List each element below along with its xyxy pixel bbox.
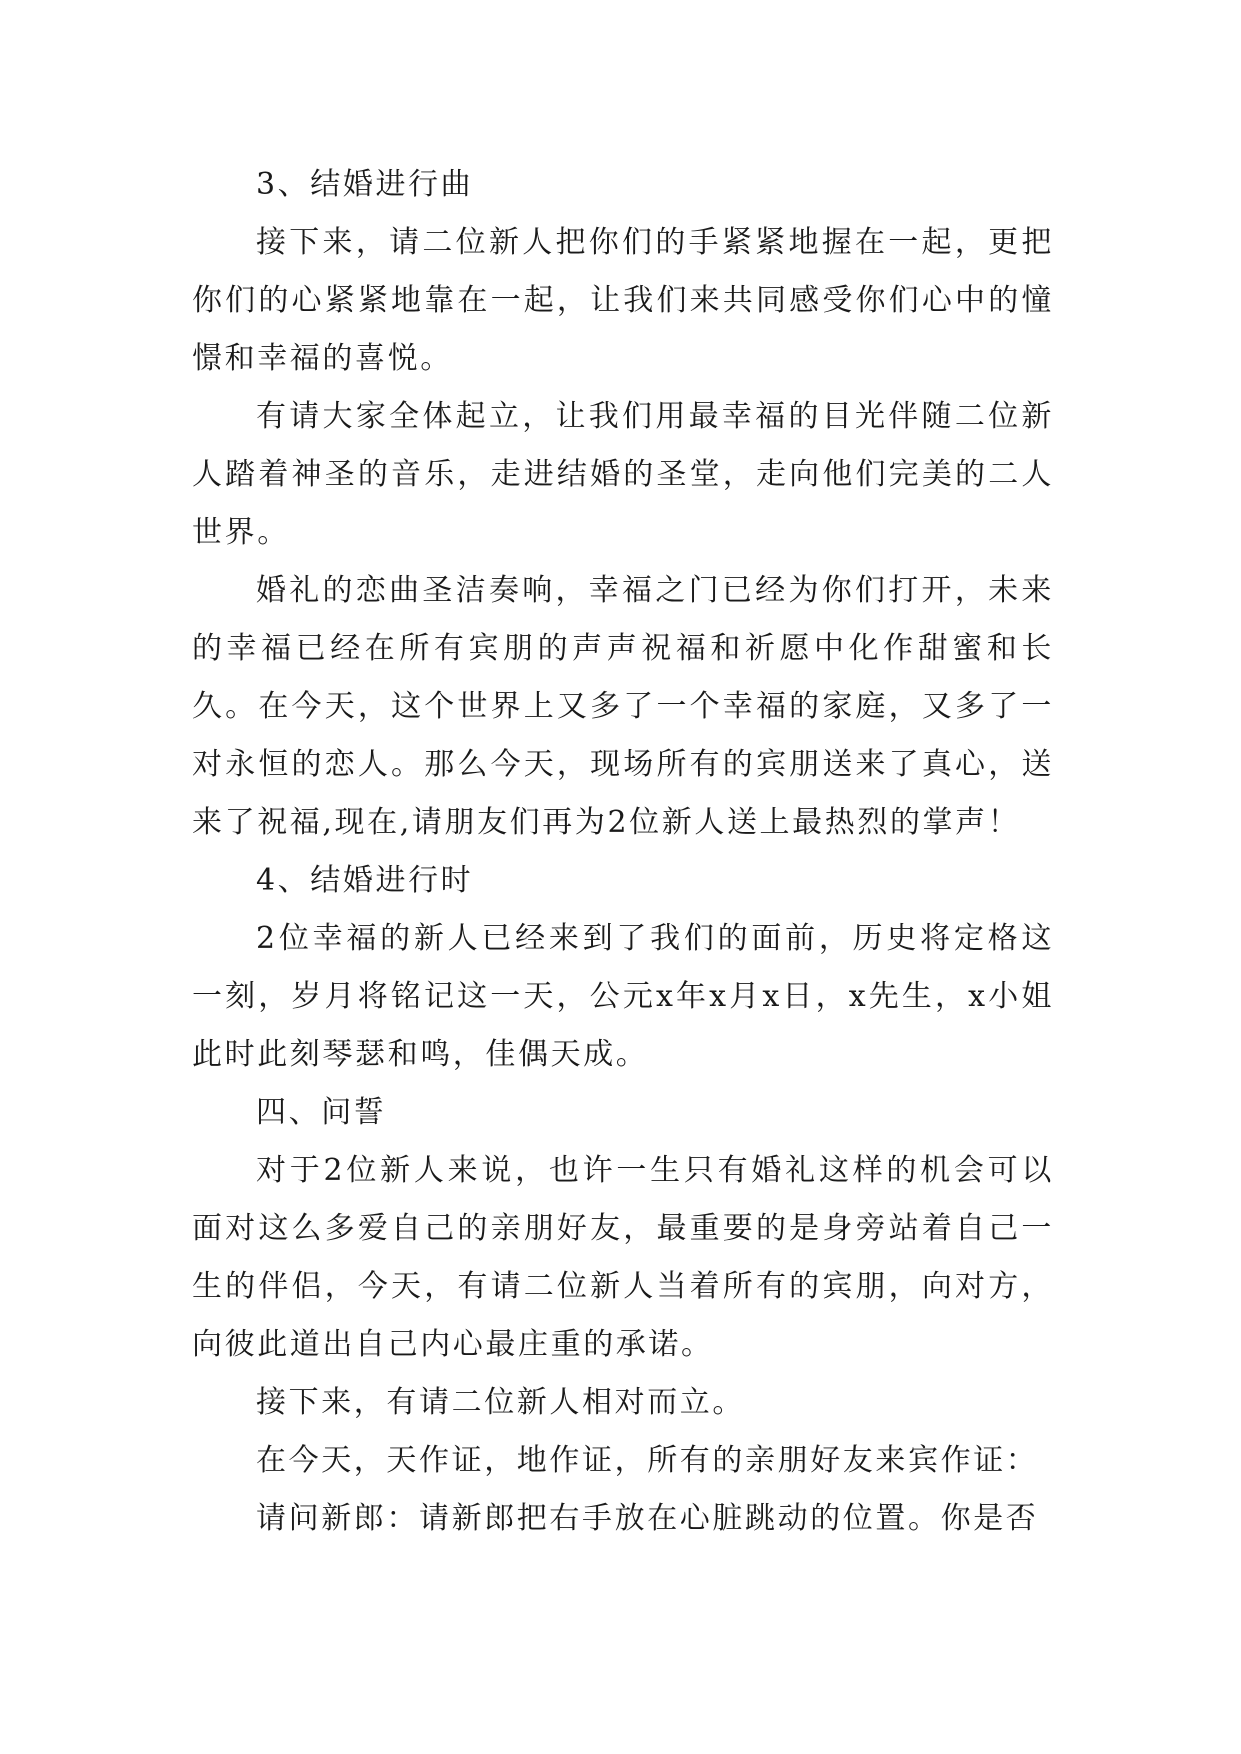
document-body: [192, 156, 1054, 1548]
paragraph-face-each-other: 接下来，有请二位新人相对而立。: [256, 1385, 745, 1420]
paragraph-stand-up: 有请大家全体起立，让我们用最幸福的目光伴随二位新人踏着神圣的音乐，走进结婚的圣堂，走向他们完美的二人世界。: [192, 399, 1054, 550]
section-heading-wedding-moment: 4、结婚进行时: [256, 863, 474, 898]
section-heading-wedding-march: 3、结婚进行曲: [256, 167, 474, 202]
paragraph-love-song: 婚礼的恋曲圣洁奏响，幸福之门已经为你们打开，未来的幸福已经在所有宾朋的声声祝福和祈愿中化作甜蜜和长久。在今天，这个世界上又多了一个幸福的家庭，又多了一对永恒的恋人。那么今天，现场所有的宾朋送来了真心，送来了祝福,现在,请朋友们再为2位新人送上最热烈的掌声！: [192, 573, 1054, 840]
paragraph-ask-groom: 请问新郎：请新郎把右手放在心脏跳动的位置。你是否: [256, 1501, 1039, 1536]
section-heading-vows: 四、问誓: [256, 1095, 387, 1130]
paragraph-once-in-lifetime: 对于2位新人来说，也许一生只有婚礼这样的机会可以面对这么多爱自己的亲朋好友，最重要的是身旁站着自己一生的伴侣，今天，有请二位新人当着所有的宾朋，向对方，向彼此道出自己内心最庄重的承诺。: [192, 1153, 1054, 1362]
paragraph-witness: 在今天，天作证，地作证，所有的亲朋好友来宾作证：: [256, 1443, 1039, 1478]
paragraph-couple-arrived: 2位幸福的新人已经来到了我们的面前，历史将定格这一刻，岁月将铭记这一天，公元x年x月x日，x先生，x小姐此时此刻琴瑟和鸣，佳偶天成。: [192, 921, 1054, 1072]
paragraph-hold-hands: 接下来，请二位新人把你们的手紧紧地握在一起，更把你们的心紧紧地靠在一起，让我们来共同感受你们心中的憧憬和幸福的喜悦。: [192, 225, 1054, 376]
